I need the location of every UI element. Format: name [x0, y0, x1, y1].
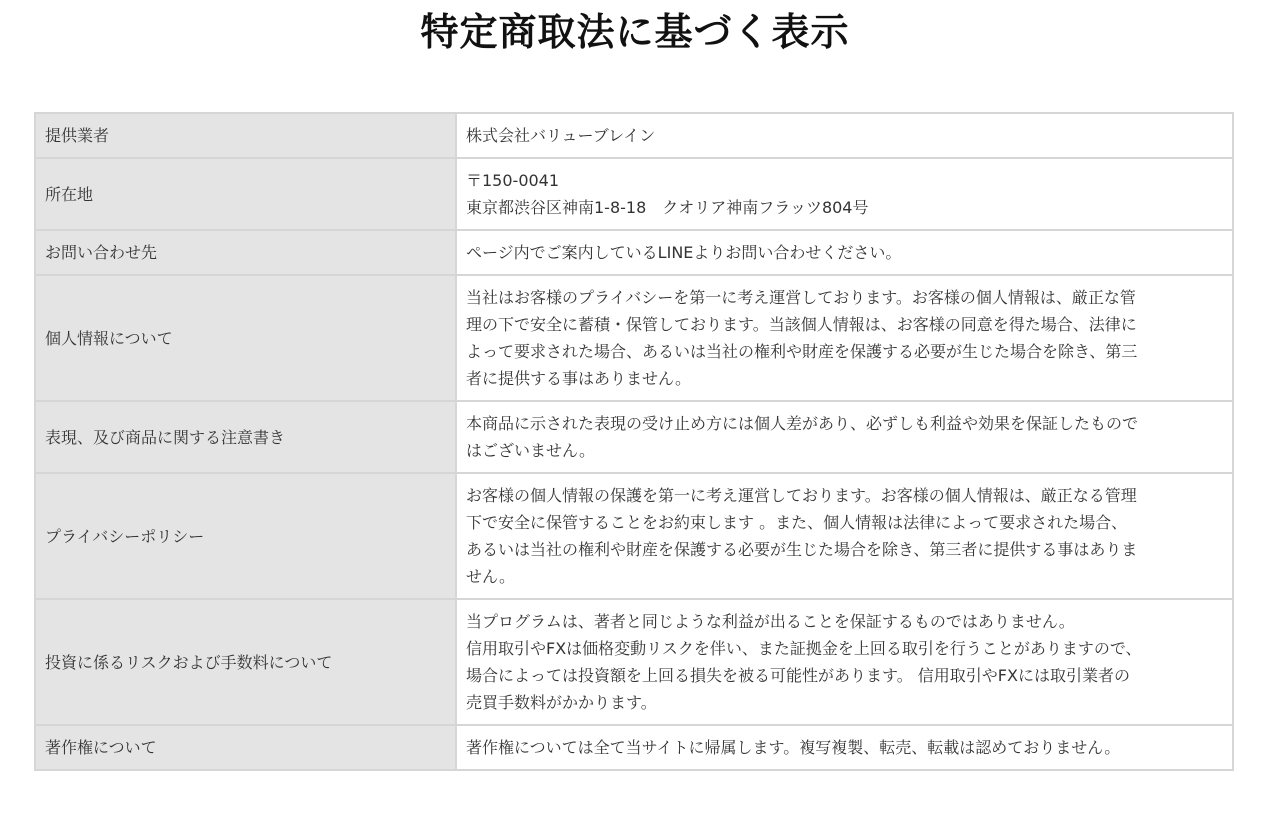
- investment-risk-value: [456, 599, 1233, 725]
- privacy-policy-line: 下で安全に保管することをお約束します 。また、個人情報は法律によって要求された場合、: [466, 513, 1128, 532]
- privacy-policy-line: せん。: [466, 567, 515, 586]
- disclaimer-value: [456, 401, 1233, 473]
- contact-value: [456, 230, 1233, 275]
- personal-info-line: 者に提供する事はありません。: [466, 369, 691, 388]
- page-title: 特定商取法に基づく表示: [420, 10, 850, 54]
- investment-risk-line: 信用取引やFXは価格変動リスクを伴い、また証拠金を上回る取引を行うことがありますので、: [466, 639, 1142, 658]
- privacy-policy-line: あるいは当社の権利や財産を保護する必要が生じた場合を除き、第三者に提供する事はありま: [466, 540, 1138, 559]
- table-row-address: [35, 158, 1233, 230]
- address-value: [456, 158, 1233, 230]
- privacy-policy-label: プライバシーポリシー: [35, 473, 456, 599]
- personal-info-line: よって要求された場合、あるいは当社の権利や財産を保護する必要が生じた場合を除き、第三: [466, 342, 1138, 361]
- copyright-value: [456, 725, 1233, 770]
- personal-info-label: 個人情報について: [35, 275, 456, 401]
- table-row-investment-risk: [35, 599, 1233, 725]
- personal-info-line: 当社はお客様のプライバシーを第一に考え運営しております。お客様の個人情報は、厳正な管: [466, 288, 1136, 307]
- investment-risk-line: 場合によっては投資額を上回る損失を被る可能性があります。 信用取引やFXには取引業者の: [466, 666, 1130, 685]
- disclaimer-label: 表現、及び商品に関する注意書き: [35, 401, 456, 473]
- table-row-privacy-policy: [35, 473, 1233, 599]
- copyright-label: 著作権について: [35, 725, 456, 770]
- privacy-policy-value: [456, 473, 1233, 599]
- investment-risk-line: 売買手数料がかかります。: [466, 693, 657, 712]
- privacy-policy-line: お客様の個人情報の保護を第一に考え運営しております。お客様の個人情報は、厳正なる管理: [466, 486, 1137, 505]
- contact-line: ページ内でご案内しているLINEよりお問い合わせください。: [466, 243, 902, 262]
- disclaimer-line: 本商品に示された表現の受け止め方には個人差があり、必ずしも利益や効果を保証したもので: [466, 414, 1139, 433]
- provider-line: 株式会社バリューブレイン: [466, 126, 656, 145]
- table-row-provider: [35, 113, 1233, 158]
- disclaimer-line: はございません。: [466, 441, 595, 460]
- investment-risk-line: 当プログラムは、著者と同じような利益が出ることを保証するものではありません。: [466, 612, 1075, 631]
- copyright-line: 著作権については全て当サイトに帰属します。複写複製、転売、転載は認めておりません。: [466, 738, 1121, 757]
- legal-info-table: [34, 112, 1234, 771]
- contact-label: お問い合わせ先: [35, 230, 456, 275]
- table-row-disclaimer: [35, 401, 1233, 473]
- street-address: 東京都渋谷区神南1-8-18 クオリア神南フラッツ804号: [466, 198, 869, 217]
- personal-info-line: 理の下で安全に蓄積・保管しております。当該個人情報は、お客様の同意を得た場合、法律に: [466, 315, 1137, 334]
- table-row-contact: [35, 230, 1233, 275]
- provider-value: [456, 113, 1233, 158]
- provider-label: 提供業者: [35, 113, 456, 158]
- investment-risk-label: 投資に係るリスクおよび手数料について: [35, 599, 456, 725]
- address-label: 所在地: [35, 158, 456, 230]
- table-row-copyright: [35, 725, 1233, 770]
- personal-info-value: [456, 275, 1233, 401]
- postal-code: 〒150-0041: [466, 171, 560, 190]
- table-row-personal-info: [35, 275, 1233, 401]
